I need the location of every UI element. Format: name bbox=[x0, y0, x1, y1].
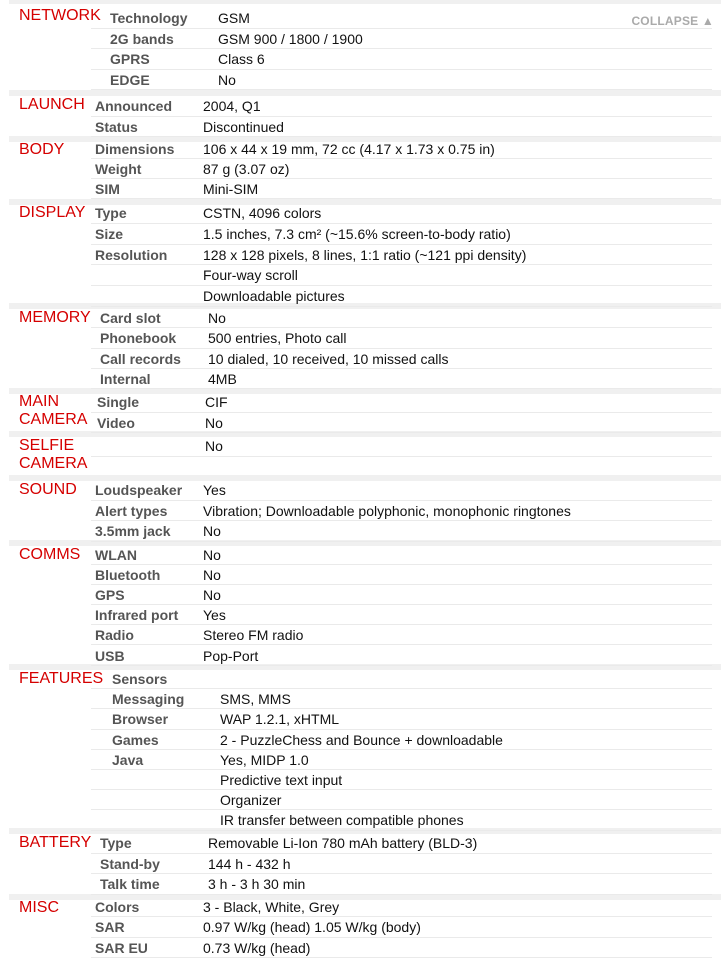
spec-value: 0.97 W/kg (head) 1.05 W/kg (body) bbox=[203, 919, 421, 936]
spec-row bbox=[91, 203, 712, 224]
spec-value: 87 g (3.07 oz) bbox=[203, 161, 290, 177]
spec-row bbox=[91, 159, 712, 179]
spec-row bbox=[91, 49, 712, 70]
spec-row bbox=[91, 854, 712, 875]
spec-value: 106 x 44 x 19 mm, 72 cc (4.17 x 1.73 x 0.75 in) bbox=[203, 141, 495, 157]
spec-key: Infrared port bbox=[95, 607, 179, 624]
spec-value: No bbox=[203, 547, 221, 563]
section-title: LAUNCH bbox=[19, 96, 85, 113]
spec-key: Radio bbox=[95, 627, 134, 644]
spec-key: Phonebook bbox=[100, 330, 177, 347]
spec-key: GPRS bbox=[110, 51, 150, 67]
spec-row bbox=[91, 689, 712, 709]
spec-key: USB bbox=[95, 647, 125, 664]
spec-value: Mini-SIM bbox=[203, 181, 259, 197]
section-divider bbox=[9, 0, 721, 4]
spec-key: Call records bbox=[100, 350, 181, 367]
spec-value: Predictive text input bbox=[220, 772, 343, 788]
spec-key: Stand-by bbox=[100, 855, 160, 872]
spec-key: WLAN bbox=[95, 547, 137, 563]
spec-value: 2004, Q1 bbox=[203, 98, 261, 114]
spec-row bbox=[91, 436, 712, 457]
spec-value: Stereo FM radio bbox=[203, 627, 304, 644]
spec-value: No bbox=[203, 567, 221, 584]
spec-key: SIM bbox=[95, 181, 120, 197]
spec-row bbox=[91, 897, 712, 917]
spec-row bbox=[91, 810, 712, 830]
collapse-button[interactable]: COLLAPSE ▲ bbox=[631, 14, 714, 28]
spec-value: No bbox=[208, 310, 226, 326]
spec-value: No bbox=[205, 438, 223, 454]
spec-value: 500 entries, Photo call bbox=[208, 330, 347, 347]
spec-row bbox=[91, 565, 712, 585]
spec-row bbox=[91, 709, 712, 729]
spec-value: SMS, MMS bbox=[220, 691, 291, 708]
spec-row bbox=[91, 938, 712, 958]
spec-key: EDGE bbox=[110, 71, 150, 88]
spec-value: 2 - PuzzleChess and Bounce + downloadable bbox=[220, 731, 503, 748]
spec-key: Size bbox=[95, 225, 124, 242]
spec-value: No bbox=[203, 587, 221, 604]
spec-row bbox=[91, 833, 712, 854]
spec-key: Java bbox=[112, 751, 144, 768]
spec-row bbox=[91, 480, 712, 501]
section-title: MAIN CAMERA bbox=[19, 393, 88, 428]
spec-key: Announced bbox=[95, 98, 172, 114]
spec-key: Status bbox=[95, 118, 138, 135]
spec-row bbox=[91, 521, 712, 542]
spec-key: Type bbox=[95, 205, 127, 221]
spec-value: Yes, MIDP 1.0 bbox=[220, 751, 309, 768]
spec-key: Dimensions bbox=[95, 141, 175, 157]
spec-row bbox=[91, 730, 712, 750]
spec-value: Removable Li-Ion 780 mAh battery (BLD-3) bbox=[208, 835, 478, 851]
spec-value: 3 - Black, White, Grey bbox=[203, 899, 340, 915]
spec-value: 0.73 W/kg (head) bbox=[203, 939, 311, 956]
spec-value: 3 h - 3 h 30 min bbox=[208, 876, 306, 893]
section-title: BODY bbox=[19, 141, 65, 158]
spec-row bbox=[91, 179, 712, 199]
spec-value: CSTN, 4096 colors bbox=[203, 205, 322, 221]
spec-row bbox=[91, 585, 712, 605]
spec-key: Internal bbox=[100, 370, 151, 387]
spec-value: No bbox=[203, 523, 221, 540]
section-title: SELFIE CAMERA bbox=[19, 437, 88, 472]
spec-value: 1.5 inches, 7.3 cm² (~15.6% screen-to-body ratio) bbox=[203, 225, 511, 242]
spec-value: No bbox=[218, 71, 236, 88]
section-title: FEATURES bbox=[19, 670, 104, 687]
spec-row bbox=[91, 8, 712, 29]
spec-row bbox=[91, 545, 712, 565]
spec-row bbox=[91, 369, 712, 389]
spec-row bbox=[91, 308, 712, 328]
spec-value: Discontinued bbox=[203, 118, 284, 135]
spec-key: Card slot bbox=[100, 310, 161, 326]
spec-key: Messaging bbox=[112, 691, 185, 708]
spec-row bbox=[91, 392, 712, 413]
spec-key: Colors bbox=[95, 899, 140, 915]
spec-row bbox=[91, 646, 712, 666]
section-title: BATTERY bbox=[19, 834, 92, 851]
section-title: MISC bbox=[19, 899, 59, 916]
spec-key: Video bbox=[97, 414, 135, 431]
section-title: DISPLAY bbox=[19, 204, 86, 221]
spec-value: No bbox=[205, 414, 223, 431]
spec-row bbox=[91, 328, 712, 348]
section-title: SOUND bbox=[19, 481, 77, 498]
spec-row bbox=[91, 917, 712, 937]
spec-row bbox=[91, 29, 712, 50]
spec-value: Downloadable pictures bbox=[203, 288, 345, 305]
spec-value: Vibration; Downloadable polyphonic, monophonic ringtones bbox=[203, 502, 571, 519]
spec-key: 3.5mm jack bbox=[95, 523, 171, 540]
spec-value: 4MB bbox=[208, 370, 237, 387]
spec-row bbox=[91, 605, 712, 625]
spec-key: 2G bands bbox=[110, 30, 174, 47]
spec-key: Alert types bbox=[95, 502, 168, 519]
spec-value: Organizer bbox=[220, 792, 282, 809]
spec-value: 144 h - 432 h bbox=[208, 855, 291, 872]
spec-key: Games bbox=[112, 731, 159, 748]
section-title: MEMORY bbox=[19, 309, 91, 326]
spec-key: Weight bbox=[95, 161, 142, 177]
spec-row bbox=[91, 265, 712, 286]
spec-row bbox=[91, 245, 712, 266]
spec-key: Technology bbox=[110, 10, 188, 26]
spec-row bbox=[91, 669, 712, 689]
spec-row bbox=[91, 790, 712, 810]
spec-key: SAR bbox=[95, 919, 125, 936]
spec-key: Single bbox=[97, 394, 140, 410]
spec-key: Type bbox=[100, 835, 132, 851]
spec-key: Bluetooth bbox=[95, 567, 161, 584]
spec-row bbox=[91, 750, 712, 770]
spec-value: IR transfer between compatible phones bbox=[220, 812, 464, 829]
spec-row bbox=[91, 501, 712, 522]
spec-row bbox=[91, 349, 712, 369]
spec-key: Resolution bbox=[95, 246, 168, 263]
spec-row bbox=[91, 70, 712, 91]
spec-key: Browser bbox=[112, 711, 169, 728]
section-title: COMMS bbox=[19, 546, 81, 563]
spec-row bbox=[91, 117, 712, 138]
spec-value: Four-way scroll bbox=[203, 267, 298, 284]
spec-value: WAP 1.2.1, xHTML bbox=[220, 711, 340, 728]
spec-value: Pop-Port bbox=[203, 647, 259, 664]
spec-row bbox=[91, 224, 712, 245]
spec-key: SAR EU bbox=[95, 939, 148, 956]
spec-value: GSM bbox=[218, 10, 250, 26]
spec-value: 10 dialed, 10 received, 10 missed calls bbox=[208, 350, 449, 367]
spec-row bbox=[91, 874, 712, 895]
spec-key: Sensors bbox=[112, 671, 168, 687]
spec-value: GSM 900 / 1800 / 1900 bbox=[218, 30, 363, 47]
spec-row bbox=[91, 770, 712, 790]
spec-key: GPS bbox=[95, 587, 125, 604]
spec-row bbox=[91, 625, 712, 645]
section-title: NETWORK bbox=[19, 7, 101, 24]
spec-row bbox=[91, 286, 712, 307]
spec-value: CIF bbox=[205, 394, 228, 410]
spec-key: Loudspeaker bbox=[95, 482, 183, 498]
spec-value: Class 6 bbox=[218, 51, 265, 67]
spec-value: Yes bbox=[203, 482, 226, 498]
spec-key: Talk time bbox=[100, 876, 160, 893]
spec-row bbox=[91, 413, 712, 434]
spec-value: 128 x 128 pixels, 8 lines, 1:1 ratio (~121 ppi density) bbox=[203, 246, 527, 263]
spec-row bbox=[91, 139, 712, 159]
spec-row bbox=[91, 96, 712, 117]
spec-value: Yes bbox=[203, 607, 226, 624]
